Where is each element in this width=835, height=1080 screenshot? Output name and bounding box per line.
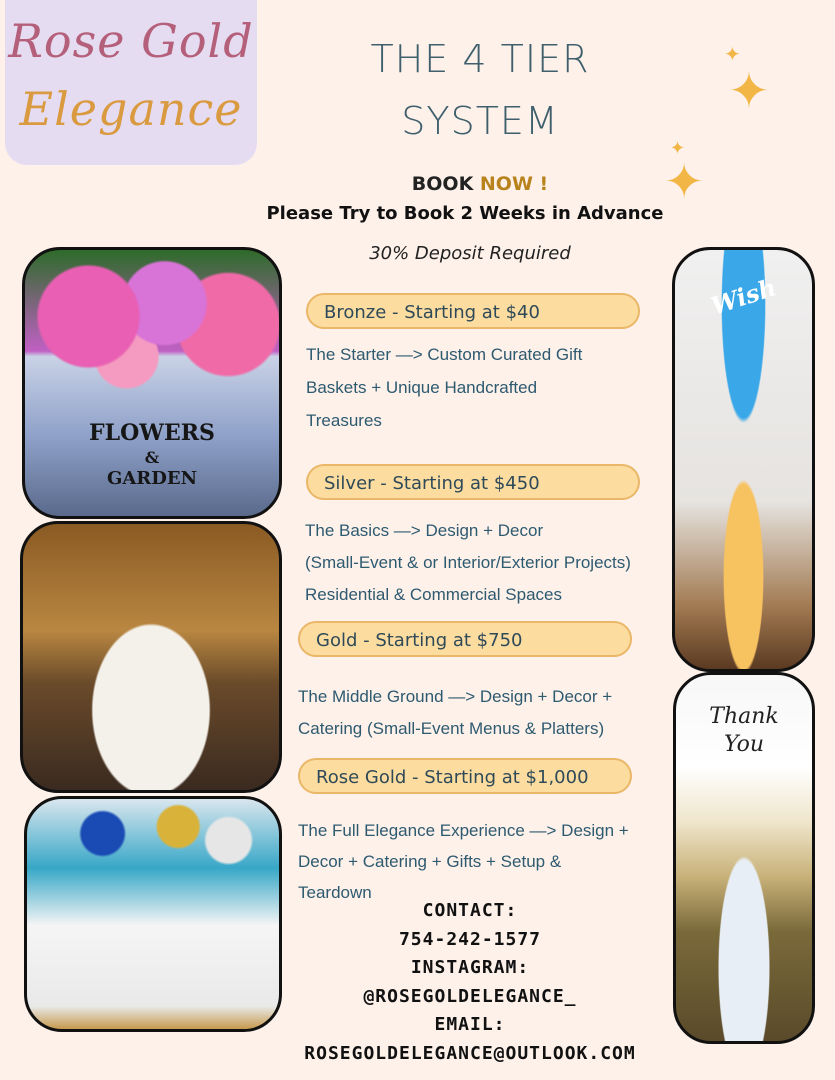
logo-text-line2: Elegance <box>19 82 243 136</box>
thank-you-line1: Thank <box>709 704 779 729</box>
title-line1: THE 4 TIER <box>370 37 590 81</box>
contact-block <box>250 897 690 1068</box>
flowers-garden-photo <box>22 247 282 519</box>
title-line2: SYSTEM <box>401 99 559 143</box>
tier-bronze-line: The Starter —> Custom Curated Gift <box>306 345 583 364</box>
tier-bronze-label: Bronze - Starting at $40 <box>306 293 640 329</box>
tier-bronze-description <box>306 338 646 437</box>
bedroom-balloons-photo <box>24 796 282 1032</box>
page-title <box>300 28 660 152</box>
tier-rose-gold-label: Rose Gold - Starting at $1,000 <box>298 758 632 794</box>
thank-you-line2: You <box>723 732 765 757</box>
deposit-note: 30% Deposit Required <box>369 243 571 264</box>
tier-rose-gold-description <box>298 815 668 908</box>
instagram-handle: @ROSEGOLDELEGANCE_ <box>363 985 577 1007</box>
book-now-word1: BOOK <box>411 173 480 195</box>
wish-balloon-basket-photo <box>672 247 815 672</box>
logo-text-line1: Rose Gold <box>8 14 254 68</box>
tier-silver-description <box>305 515 655 611</box>
sparkle-icon: ✦ <box>724 42 741 66</box>
tier-silver-line: (Small-Event & or Interior/Exterior Projects) <box>305 553 631 572</box>
tier-bronze-line: Treasures <box>306 411 382 430</box>
tier-rose-gold-line: The Full Elegance Experience —> Design + <box>298 821 629 840</box>
book-now-word2: NOW ! <box>479 173 549 195</box>
flowers-text: FLOWERS <box>89 420 215 446</box>
email-address: ROSEGOLDELEGANCE@OUTLOOK.COM <box>304 1042 636 1064</box>
tier-gold-line: The Middle Ground —> Design + Decor + <box>298 687 613 706</box>
brand-logo <box>5 0 257 165</box>
tier-bronze-line: Baskets + Unique Handcrafted <box>306 378 538 397</box>
tier-silver-label: Silver - Starting at $450 <box>306 464 640 500</box>
instagram-label: INSTAGRAM: <box>410 957 530 978</box>
tier-gold-line: Catering (Small-Event Menus & Platters) <box>298 719 605 738</box>
booking-advance-note: Please Try to Book 2 Weeks in Advance <box>266 203 664 224</box>
sparkle-icon: ✦ <box>664 154 705 210</box>
email-label: EMAIL: <box>434 1014 506 1035</box>
sparkle-icon: ✦ <box>670 138 686 159</box>
thank-you-gift-photo <box>673 672 815 1044</box>
garden-text: GARDEN <box>106 468 198 489</box>
tier-silver-line: Residential & Commercial Spaces <box>305 585 562 604</box>
sparkle-icon: ✦ <box>728 62 770 120</box>
balloon-wish-text: Wish <box>707 272 780 321</box>
tier-gold-label: Gold - Starting at $750 <box>298 621 632 657</box>
tier-rose-gold-line: Decor + Catering + Gifts + Setup & <box>298 852 562 871</box>
thank-you-text <box>676 703 812 759</box>
tier-silver-line: The Basics —> Design + Decor <box>305 521 544 540</box>
tier-rose-gold-line: Teardown <box>298 883 372 902</box>
flowers-ampersand: & <box>144 448 160 467</box>
tier-gold-description <box>298 681 658 745</box>
dining-table-photo <box>20 521 282 793</box>
contact-phone: 754-242-1577 <box>398 928 542 950</box>
book-now-heading <box>300 173 660 195</box>
contact-label: CONTACT: <box>422 900 518 921</box>
